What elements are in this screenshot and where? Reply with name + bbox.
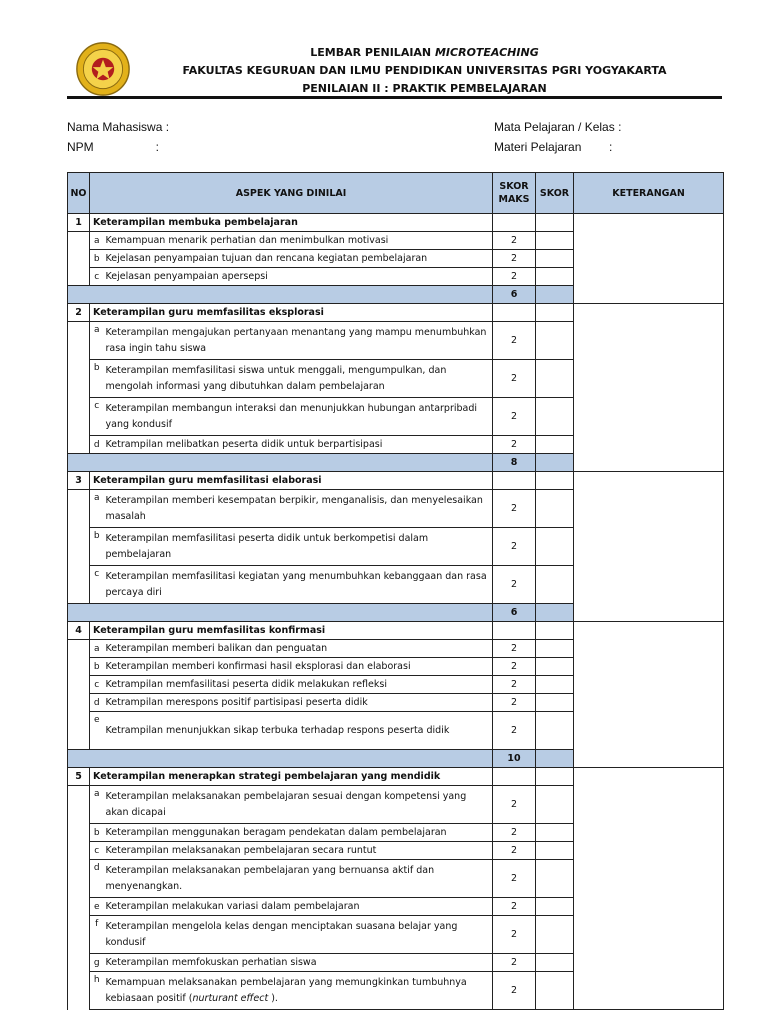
subject-class-label: Mata Pelajaran / Kelas :	[494, 120, 622, 134]
item-letter: c	[90, 398, 104, 436]
max-score-cell: 2	[493, 490, 536, 528]
max-score-cell: 2	[493, 640, 536, 658]
item-letter: b	[90, 528, 104, 566]
notes-cell	[574, 472, 724, 622]
subtotal-value: 10	[493, 750, 536, 768]
item-text: Kejelasan penyampaian tujuan dan rencana kegiatan pembelajaran	[104, 250, 493, 268]
item-letter: a	[90, 232, 104, 250]
subtotal-value: 8	[493, 454, 536, 472]
number-cell	[68, 268, 90, 286]
item-letter: a	[90, 640, 104, 658]
item-letter: c	[90, 842, 104, 860]
document-header	[67, 40, 722, 98]
faculty-name: FAKULTAS KEGURUAN DAN ILMU PENDIDIKAN UNIVERSITAS PGRI YOGYAKARTA	[182, 64, 667, 77]
max-score-cell	[493, 472, 536, 490]
number-cell	[68, 712, 90, 750]
item-letter: e	[90, 712, 104, 750]
section-row	[68, 768, 724, 786]
item-text: Ketrampilan merespons positif partisipasi peserta didik	[104, 694, 493, 712]
number-cell	[68, 954, 90, 972]
score-cell	[536, 712, 574, 750]
item-letter: e	[90, 898, 104, 916]
max-score-cell: 2	[493, 232, 536, 250]
number-cell	[68, 842, 90, 860]
max-score-cell	[493, 768, 536, 786]
score-cell	[536, 566, 574, 604]
item-text: Ketrampilan memfasilitasi peserta didik melakukan refleksi	[104, 676, 493, 694]
item-letter: c	[90, 566, 104, 604]
number-cell	[68, 824, 90, 842]
item-text: Keterampilan memfasilitasi kegiatan yang menumbuhkan kebanggaan dan rasa percaya diri	[104, 566, 493, 604]
item-letter: g	[90, 954, 104, 972]
subtotal-value: 6	[493, 286, 536, 304]
max-score-cell: 2	[493, 268, 536, 286]
max-score-cell: 2	[493, 842, 536, 860]
number-cell	[68, 786, 90, 824]
score-cell	[536, 268, 574, 286]
number-cell	[68, 436, 90, 454]
item-text: Keterampilan memfasilitasi siswa untuk menggali, mengumpulkan, dan mengolah informasi yang dibutuhkan dalam pembelajaran	[104, 360, 493, 398]
header-aspect: ASPEK YANG DINILAI	[90, 173, 493, 214]
table-header-row	[68, 173, 724, 214]
score-cell	[536, 528, 574, 566]
score-cell	[536, 304, 574, 322]
section-title: Keterampilan menerapkan strategi pembelajaran yang mendidik	[90, 768, 493, 786]
item-text: Keterampilan melaksanakan pembelajaran sesuai dengan kompetensi yang akan dicapai	[104, 786, 493, 824]
item-text: Keterampilan menggunakan beragam pendekatan dalam pembelajaran	[104, 824, 493, 842]
item-letter: b	[90, 824, 104, 842]
max-score-cell: 2	[493, 658, 536, 676]
score-cell	[536, 676, 574, 694]
section-title: Keterampilan guru memfasilitas eksplorasi	[90, 304, 493, 322]
score-cell	[536, 954, 574, 972]
max-score-cell: 2	[493, 954, 536, 972]
score-cell	[536, 622, 574, 640]
score-cell	[536, 360, 574, 398]
score-cell	[536, 490, 574, 528]
section-title: Keterampilan guru memfasilitas konfirmasi	[90, 622, 493, 640]
number-cell	[68, 860, 90, 898]
material-sep: :	[609, 140, 613, 154]
assessment-subtitle: PENILAIAN II : PRAKTIK PEMBELAJARAN	[302, 82, 547, 95]
section-row	[68, 472, 724, 490]
number-cell	[68, 398, 90, 436]
material-label: Materi Pelajaran	[494, 140, 582, 154]
material-row	[494, 137, 621, 157]
max-score-cell	[493, 622, 536, 640]
item-letter: f	[90, 916, 104, 954]
student-info	[67, 117, 170, 157]
section-title: Keterampilan guru memfasilitasi elaborasi	[90, 472, 493, 490]
number-cell	[68, 694, 90, 712]
item-text: Keterampilan membangun interaksi dan menunjukkan hubungan antarpribadi yang kondusif	[104, 398, 493, 436]
item-text: Kejelasan penyampaian apersepsi	[104, 268, 493, 286]
score-cell	[536, 250, 574, 268]
subtotal-score-cell	[536, 604, 574, 622]
item-text: Keterampilan memberi balikan dan penguatan	[104, 640, 493, 658]
item-text: Keterampilan memberi konfirmasi hasil eksplorasi dan elaborasi	[104, 658, 493, 676]
item-letter: b	[90, 658, 104, 676]
subtotal-score-cell	[536, 286, 574, 304]
header-no: NO	[68, 173, 90, 214]
item-text: Keterampilan memberi kesempatan berpikir, menganalisis, dan menyelesaikan masalah	[104, 490, 493, 528]
max-score-cell: 2	[493, 694, 536, 712]
item-emphasis: nurturant effect	[192, 992, 269, 1004]
score-cell	[536, 472, 574, 490]
item-text: Ketrampilan melibatkan peserta didik untuk berpartisipasi	[104, 436, 493, 454]
item-letter: c	[90, 676, 104, 694]
subtotal-label-cell	[68, 604, 493, 622]
section-row	[68, 214, 724, 232]
table-body	[68, 214, 724, 1010]
score-cell	[536, 972, 574, 1010]
number-cell	[68, 898, 90, 916]
notes-cell	[574, 768, 724, 1010]
subject-class-row	[494, 117, 621, 137]
notes-cell	[574, 304, 724, 472]
score-cell	[536, 694, 574, 712]
section-number: 1	[68, 214, 90, 232]
section-title: Keterampilan membuka pembelajaran	[90, 214, 493, 232]
item-text: Keterampilan melakukan variasi dalam pembelajaran	[104, 898, 493, 916]
item-letter: h	[90, 972, 104, 1010]
max-score-cell: 2	[493, 398, 536, 436]
document-title: LEMBAR PENILAIAN MICROTEACHING	[310, 46, 539, 59]
lesson-info	[494, 117, 621, 157]
item-text: Keterampilan mengelola kelas dengan menciptakan suasana belajar yang kondusif	[104, 916, 493, 954]
header-notes: KETERANGAN	[574, 173, 724, 214]
header-max-score: SKOR MAKS	[493, 173, 536, 214]
item-text: Keterampilan memfokuskan perhatian siswa	[104, 954, 493, 972]
university-logo	[75, 41, 131, 97]
student-name-row	[67, 117, 170, 137]
max-score-cell	[493, 304, 536, 322]
notes-cell	[574, 214, 724, 304]
item-letter: b	[90, 250, 104, 268]
number-cell	[68, 528, 90, 566]
subtotal-value: 6	[493, 604, 536, 622]
number-cell	[68, 916, 90, 954]
number-cell	[68, 232, 90, 250]
max-score-cell: 2	[493, 898, 536, 916]
score-cell	[536, 860, 574, 898]
max-score-cell: 2	[493, 916, 536, 954]
max-score-cell: 2	[493, 528, 536, 566]
score-cell	[536, 898, 574, 916]
item-text: Kemampuan melaksanakan pembelajaran yang memungkinkan tumbuhnya kebiasaan positif (nurturant effect ).	[104, 972, 493, 1010]
score-cell	[536, 436, 574, 454]
npm-label: NPM :	[67, 140, 160, 154]
max-score-cell: 2	[493, 712, 536, 750]
number-cell	[68, 490, 90, 528]
subtotal-score-cell	[536, 454, 574, 472]
item-text: Keterampilan melaksanakan pembelajaran yang bernuansa aktif dan menyenangkan.	[104, 860, 493, 898]
score-cell	[536, 322, 574, 360]
item-letter: d	[90, 860, 104, 898]
header-score: SKOR	[536, 173, 574, 214]
max-score-cell: 2	[493, 860, 536, 898]
subtotal-label-cell	[68, 750, 493, 768]
number-cell	[68, 658, 90, 676]
item-letter: a	[90, 490, 104, 528]
item-text: Keterampilan mengajukan pertanyaan menantang yang mampu menumbuhkan rasa ingin tahu siswa	[104, 322, 493, 360]
section-row	[68, 622, 724, 640]
subtotal-label-cell	[68, 286, 493, 304]
score-cell	[536, 786, 574, 824]
item-letter: c	[90, 268, 104, 286]
score-cell	[536, 768, 574, 786]
section-number: 3	[68, 472, 90, 490]
item-text: Keterampilan memfasilitasi peserta didik untuk berkompetisi dalam pembelajaran	[104, 528, 493, 566]
score-cell	[536, 916, 574, 954]
number-cell	[68, 972, 90, 1010]
max-score-cell: 2	[493, 972, 536, 1010]
item-text: Ketrampilan menunjukkan sikap terbuka terhadap respons peserta didik	[104, 712, 493, 750]
number-cell	[68, 566, 90, 604]
item-letter: b	[90, 360, 104, 398]
header-divider	[67, 96, 722, 99]
max-score-cell: 2	[493, 436, 536, 454]
item-letter: d	[90, 694, 104, 712]
subtotal-label-cell	[68, 454, 493, 472]
number-cell	[68, 676, 90, 694]
section-number: 2	[68, 304, 90, 322]
student-name-label: Nama Mahasiswa :	[67, 120, 170, 134]
title-block	[127, 44, 722, 98]
assessment-table	[67, 172, 724, 1010]
subtotal-score-cell	[536, 750, 574, 768]
number-cell	[68, 360, 90, 398]
max-score-cell: 2	[493, 566, 536, 604]
number-cell	[68, 322, 90, 360]
score-cell	[536, 640, 574, 658]
score-cell	[536, 824, 574, 842]
max-score-cell: 2	[493, 786, 536, 824]
section-number: 4	[68, 622, 90, 640]
max-score-cell: 2	[493, 360, 536, 398]
max-score-cell: 2	[493, 250, 536, 268]
section-row	[68, 304, 724, 322]
score-cell	[536, 842, 574, 860]
notes-cell	[574, 622, 724, 768]
number-cell	[68, 640, 90, 658]
item-letter: d	[90, 436, 104, 454]
item-text: Keterampilan melaksanakan pembelajaran secara runtut	[104, 842, 493, 860]
item-text: Kemampuan menarik perhatian dan menimbulkan motivasi	[104, 232, 493, 250]
item-letter: a	[90, 322, 104, 360]
npm-row	[67, 137, 161, 157]
score-cell	[536, 232, 574, 250]
section-number: 5	[68, 768, 90, 786]
number-cell	[68, 250, 90, 268]
max-score-cell	[493, 214, 536, 232]
max-score-cell: 2	[493, 824, 536, 842]
score-cell	[536, 658, 574, 676]
score-cell	[536, 214, 574, 232]
max-score-cell: 2	[493, 676, 536, 694]
score-cell	[536, 398, 574, 436]
max-score-cell: 2	[493, 322, 536, 360]
item-letter: a	[90, 786, 104, 824]
